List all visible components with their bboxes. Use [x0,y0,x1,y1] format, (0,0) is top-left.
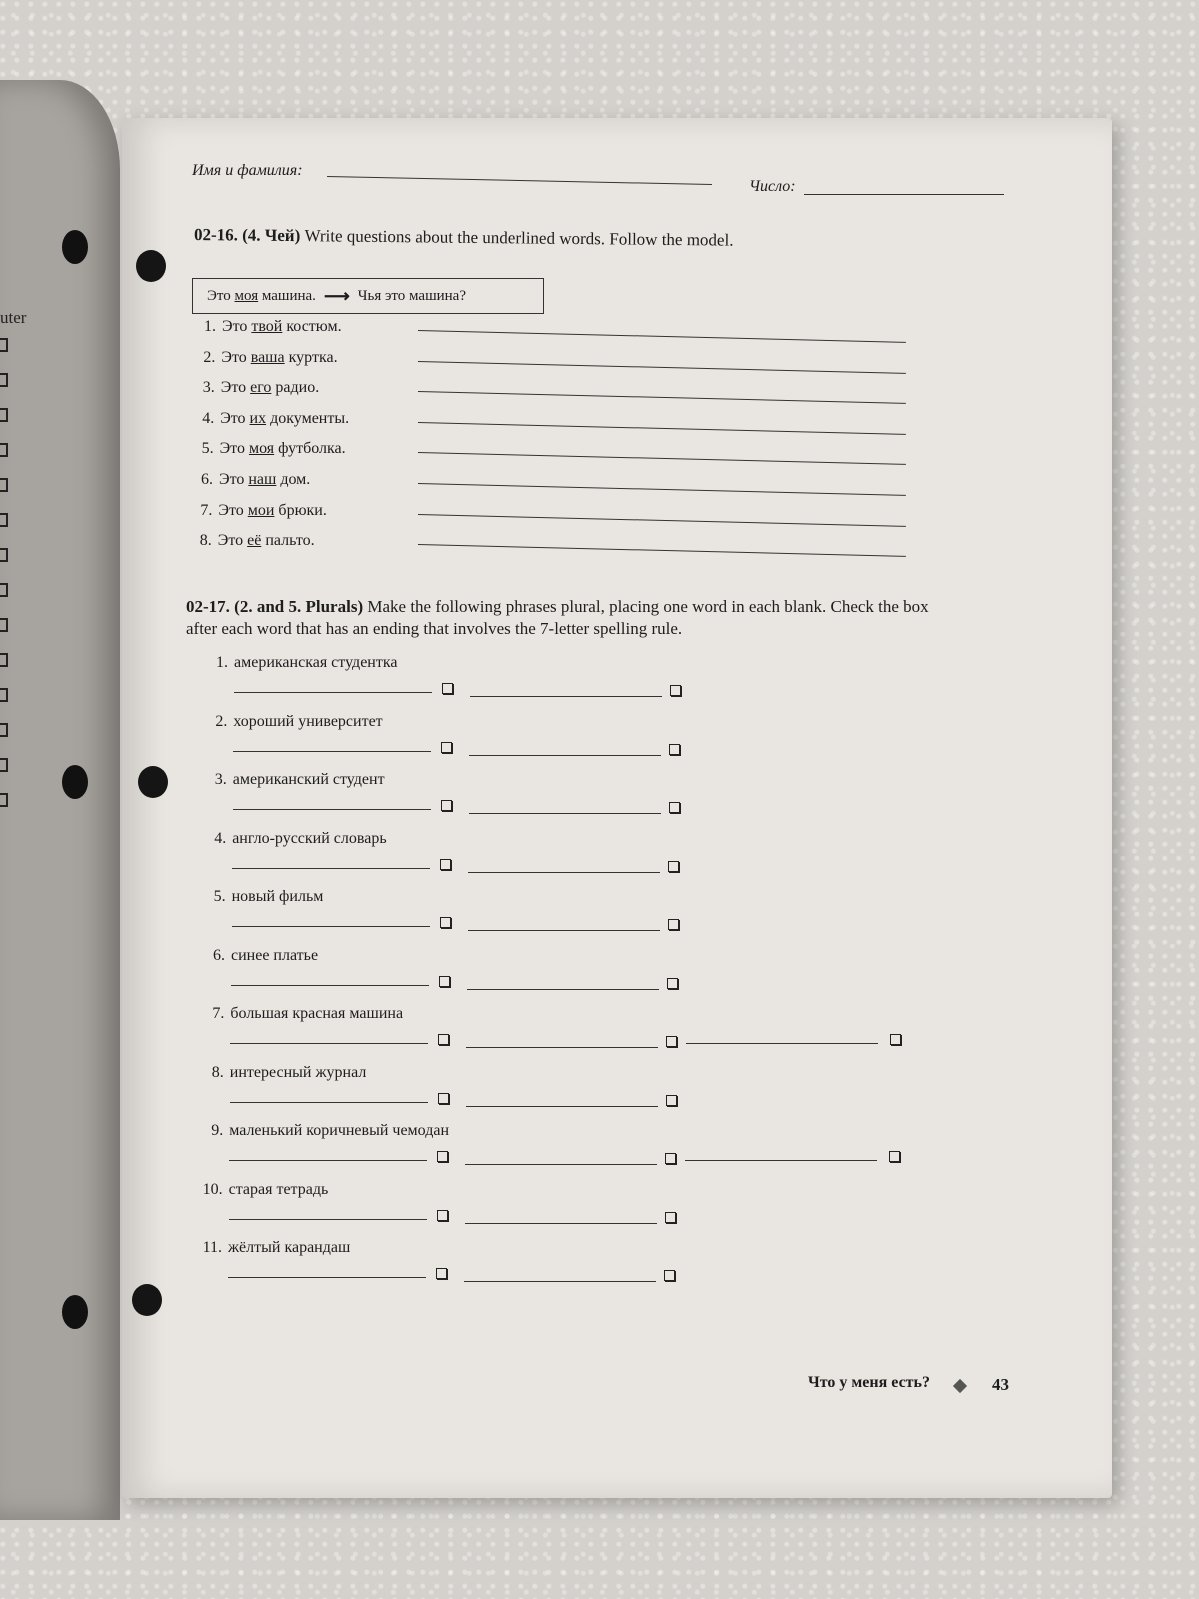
item-number: 9. [211,1122,224,1139]
item-text-pre: Это [217,532,248,550]
binder-hole [62,765,88,799]
phrase-text: интересный журнал [229,1063,367,1081]
arrow-right-icon: ⟶ [323,285,350,306]
date-label: Число: [749,178,796,195]
phrase-item [204,888,324,906]
phrase-item [201,1122,449,1140]
binder-hole [132,1284,162,1316]
name-field[interactable] [327,176,712,185]
name-label: Имя и фамилия: [192,162,303,179]
question-item [192,440,346,458]
plural-blank[interactable] [469,813,661,814]
plural-blank[interactable] [465,1223,657,1224]
underlined-word: ваша [250,348,285,366]
plural-blank[interactable] [230,1102,428,1103]
exercise-topic: (2. and 5. Plurals) [234,597,364,616]
plural-blank[interactable] [229,1219,427,1220]
plural-blank[interactable] [470,696,662,697]
underlined-word: его [250,379,272,397]
item-number: 2. [203,348,216,366]
plural-blank[interactable] [469,755,661,756]
answer-line[interactable] [418,514,906,527]
left-page [0,80,120,1520]
exercise-instruction-line2: after each word that has an ending that involves the 7-letter spelling rule. [186,619,683,638]
spelling-rule-checkbox[interactable] [889,1151,900,1162]
plural-blank[interactable] [466,1106,658,1107]
spelling-rule-checkbox[interactable] [666,1095,677,1106]
spelling-rule-checkbox[interactable] [440,917,451,928]
model-prompt: Это моя машина. [207,287,316,304]
spelling-rule-checkbox[interactable] [436,1268,447,1279]
question-item [190,532,315,550]
spelling-rule-checkbox[interactable] [669,744,680,755]
spelling-rule-checkbox[interactable] [438,1034,449,1045]
left-page-checkbox [0,338,8,352]
phrase-text: американская студентка [234,654,398,671]
spelling-rule-checkbox[interactable] [438,1093,449,1104]
item-text-pre: Это [221,348,251,366]
plural-blank[interactable] [468,930,660,931]
item-number: 1. [216,654,228,671]
phrase-text: синее платье [231,946,319,964]
spelling-rule-checkbox[interactable] [667,978,678,989]
item-number: 11. [202,1239,222,1256]
spelling-rule-checkbox[interactable] [666,1036,677,1047]
phrase-text: маленький коричневый чемодан [229,1122,450,1139]
item-number: 3. [214,771,227,788]
question-item [193,349,337,367]
spelling-rule-checkbox[interactable] [437,1151,448,1162]
item-number: 5. [201,440,214,458]
phrase-text: жёлтый карандаш [228,1239,351,1256]
binder-hole [136,250,166,282]
item-text-pre: Это [219,471,249,488]
spelling-rule-checkbox[interactable] [665,1212,676,1223]
chapter-title: Что у меня есть? [808,1374,930,1391]
phrase-item [201,1181,329,1199]
phrase-text: большая красная машина [230,1005,404,1022]
item-text-pre: Это [222,318,252,335]
phrase-text: новый фильм [231,888,324,905]
spelling-rule-checkbox[interactable] [441,800,452,811]
phrase-item [203,947,318,965]
item-text-pre: Это [220,409,250,427]
item-number: 8. [211,1063,224,1081]
left-page-checkbox [0,408,8,422]
plural-blank[interactable] [465,1164,657,1165]
spelling-rule-checkbox[interactable] [664,1270,675,1281]
item-text-pre: Это [219,440,249,458]
question-item [192,410,349,428]
exercise-number: 02-16. [193,225,239,245]
question-item [191,471,310,489]
plural-blank[interactable] [234,692,432,693]
underlined-word: её [247,532,262,550]
spelling-rule-checkbox[interactable] [669,802,680,813]
item-number: 10. [202,1180,223,1198]
plural-blank[interactable] [233,751,431,752]
item-number: 6. [201,471,213,488]
exercise-instruction: Make the following phrases plural, placing one word in each blank. Check the box [367,597,929,616]
binder-hole [138,766,168,798]
spelling-rule-checkbox[interactable] [670,685,681,696]
item-number: 8. [199,532,212,550]
question-item [193,379,319,397]
plural-blank[interactable] [233,809,431,810]
phrase-item [206,654,397,672]
underlined-word: моя [248,440,275,458]
phrase-text: хороший университет [233,712,383,730]
spelling-rule-checkbox[interactable] [440,859,451,870]
phrase-item [205,771,385,789]
plural-blank[interactable] [229,1160,427,1161]
item-text-post: дом. [276,471,311,488]
item-text-post: футболка. [274,440,346,458]
binder-hole [62,230,88,264]
spelling-rule-checkbox[interactable] [437,1210,448,1221]
model-answer: Чья это машина? [357,287,467,304]
left-page-checkbox [0,583,8,597]
exercise-number: 02-17. [186,597,230,616]
plural-blank[interactable] [466,1047,658,1048]
exercise-instruction: Write questions about the underlined words. Follow the model. [304,226,734,250]
item-text-post: радио. [271,379,320,397]
underlined-word: наш [248,471,277,488]
left-page-checkbox [0,478,8,492]
spelling-rule-checkbox[interactable] [439,976,450,987]
left-page-checkbox [0,723,8,737]
model-example-box [192,278,544,314]
binder-hole [62,1295,88,1329]
plural-blank[interactable] [231,985,429,986]
answer-line[interactable] [418,544,906,557]
item-text-post: костюм. [282,318,342,335]
item-text-post: брюки. [274,501,327,519]
phrase-item [202,1064,367,1082]
item-text-post: документы. [266,409,350,427]
answer-line[interactable] [418,361,906,374]
item-text-pre: Это [218,501,248,519]
question-item [194,318,342,336]
answer-line[interactable] [418,483,906,496]
phrase-item [205,713,382,731]
item-text-post: куртка. [284,348,338,366]
phrase-text: старая тетрадь [228,1180,329,1198]
left-page-checkbox [0,443,8,457]
left-page-checkbox [0,758,8,772]
item-text-pre: Это [220,379,251,397]
plural-blank[interactable] [468,872,660,873]
left-page-checkbox [0,653,8,667]
spelling-rule-checkbox[interactable] [668,861,679,872]
item-number: 4. [202,409,215,427]
plural-blank[interactable] [232,868,430,869]
item-number: 4. [214,829,227,847]
phrase-text: американский студент [232,771,385,788]
item-number: 7. [200,501,213,519]
plural-blank[interactable] [464,1281,656,1282]
underlined-word: твой [251,318,283,335]
underlined-word: мои [247,501,275,519]
plural-blank[interactable] [467,989,659,990]
left-page-checkbox [0,548,8,562]
left-page-checkbox [0,513,8,527]
phrase-text: англо-русский словарь [232,829,387,847]
item-number: 2. [215,712,228,730]
item-number: 7. [212,1005,225,1022]
spelling-rule-checkbox[interactable] [442,683,453,694]
phrase-item [200,1239,350,1257]
left-page-checkbox [0,793,8,807]
item-text-post: пальто. [261,532,315,550]
spelling-rule-checkbox[interactable] [665,1153,676,1164]
left-page-checkbox [0,688,8,702]
plural-blank[interactable] [685,1160,877,1161]
phrase-item [204,830,386,848]
exercise-topic: (4. Чей) [242,225,301,246]
spelling-rule-checkbox[interactable] [890,1034,901,1045]
page-number: 43 [992,1375,1009,1394]
spelling-rule-checkbox[interactable] [441,742,452,753]
plural-blank[interactable] [230,1043,428,1044]
left-page-checkbox [0,373,8,387]
item-number: 3. [202,379,215,397]
answer-line[interactable] [418,452,906,465]
phrase-item [202,1005,403,1023]
answer-line[interactable] [418,422,906,435]
question-item [190,502,326,520]
item-number: 5. [213,888,226,905]
item-number: 1. [204,318,216,335]
plural-blank[interactable] [232,926,430,927]
plural-blank[interactable] [228,1277,426,1278]
plural-blank[interactable] [686,1043,878,1044]
answer-line[interactable] [418,330,906,343]
exercise-02-16-title [194,224,734,252]
exercise-02-17-title [186,596,1006,640]
underlined-word: их [249,409,267,427]
date-field[interactable] [804,194,1004,195]
left-page-cut-text: uter [0,308,27,327]
answer-line[interactable] [418,391,906,404]
item-number: 6. [213,946,225,964]
diamond-icon [953,1379,967,1393]
spelling-rule-checkbox[interactable] [668,919,679,930]
left-page-checkbox [0,618,8,632]
worksheet-page [122,118,1112,1498]
